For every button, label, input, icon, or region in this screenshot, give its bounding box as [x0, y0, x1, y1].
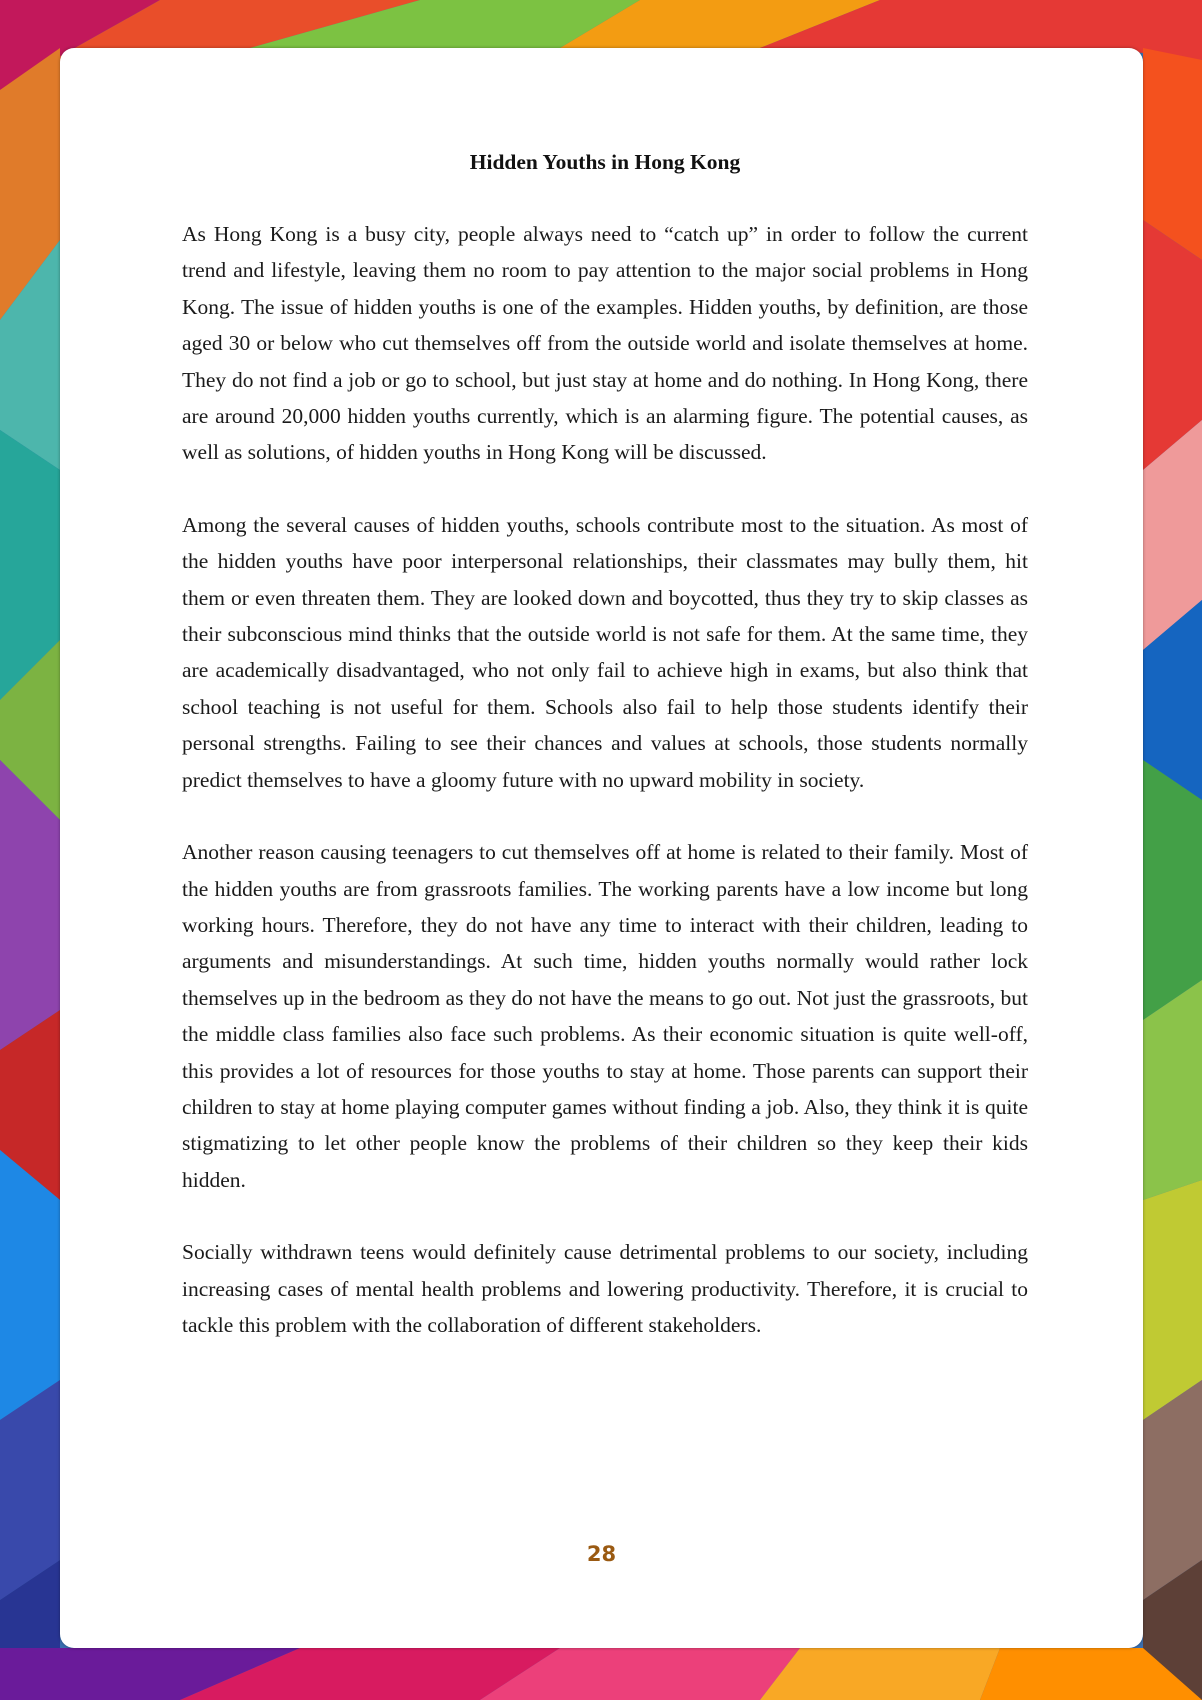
- document-title: Hidden Youths in Hong Kong: [469, 150, 741, 174]
- paragraph-family: Another reason causing teenagers to cut themselves off at home is related to their family. Most of the hidden youths are from grassroots families. The working parents have a low income but long working hours. Therefore, they do not have any time to interact with their children, leading to arguments and misunderstandings. At such time, hidden youths normally would rather lock themselves up in the bedroom as they do not have the means to go out. Not just the grassroots, but the middle class families also face such problems. As their economic situation is quite well-off, this provides a lot of resources for those youths to stay at home. Those parents can support their children to stay at home playing computer games without finding a job. Also, they think it is quite stigmatizing to let other people know the problems of their children so they keep their kids hidden.: [182, 840, 1028, 1192]
- paragraph-conclusion: Socially withdrawn teens would definitely cause detrimental problems to our society, including increasing cases of mental health problems and lowering productivity. Therefore, it is crucial to tackle this problem with the collaboration of different stakeholders.: [182, 1240, 1028, 1337]
- paragraph-intro: As Hong Kong is a busy city, people always need to “catch up” in order to follow the current trend and lifestyle, leaving them no room to pay attention to the major social problems in Hong Kong. The issue of hidden youths is one of the examples. Hidden youths, by definition, are those aged 30 or below who cut themselves off from the outside world and isolate themselves at home. They do not find a job or go to school, but just stay at home and do nothing. In Hong Kong, there are around 20,000 hidden youths currently, which is an alarming figure. The potential causes, as well as solutions, of hidden youths in Hong Kong will be discussed.: [182, 222, 1028, 465]
- paragraph-schools: Among the several causes of hidden youths, schools contribute most to the situation. As most of the hidden youths have poor interpersonal relationships, their classmates may bully them, hit them or even threaten them. They are looked down and boycotted, thus they try to skip classes as their subconscious mind thinks that the outside world is not safe for them. At the same time, they are academically disadvantaged, who not only fail to achieve high in exams, but also think that school teaching is not useful for them. Schools also fail to help those students identify their personal strengths. Failing to see their chances and values at schools, those students normally predict themselves to have a gloomy future with no upward mobility in society.: [182, 512, 1028, 792]
- document-page: [60, 48, 1143, 1648]
- page-number: 28: [586, 1542, 617, 1566]
- document-content: [182, 144, 1028, 1343]
